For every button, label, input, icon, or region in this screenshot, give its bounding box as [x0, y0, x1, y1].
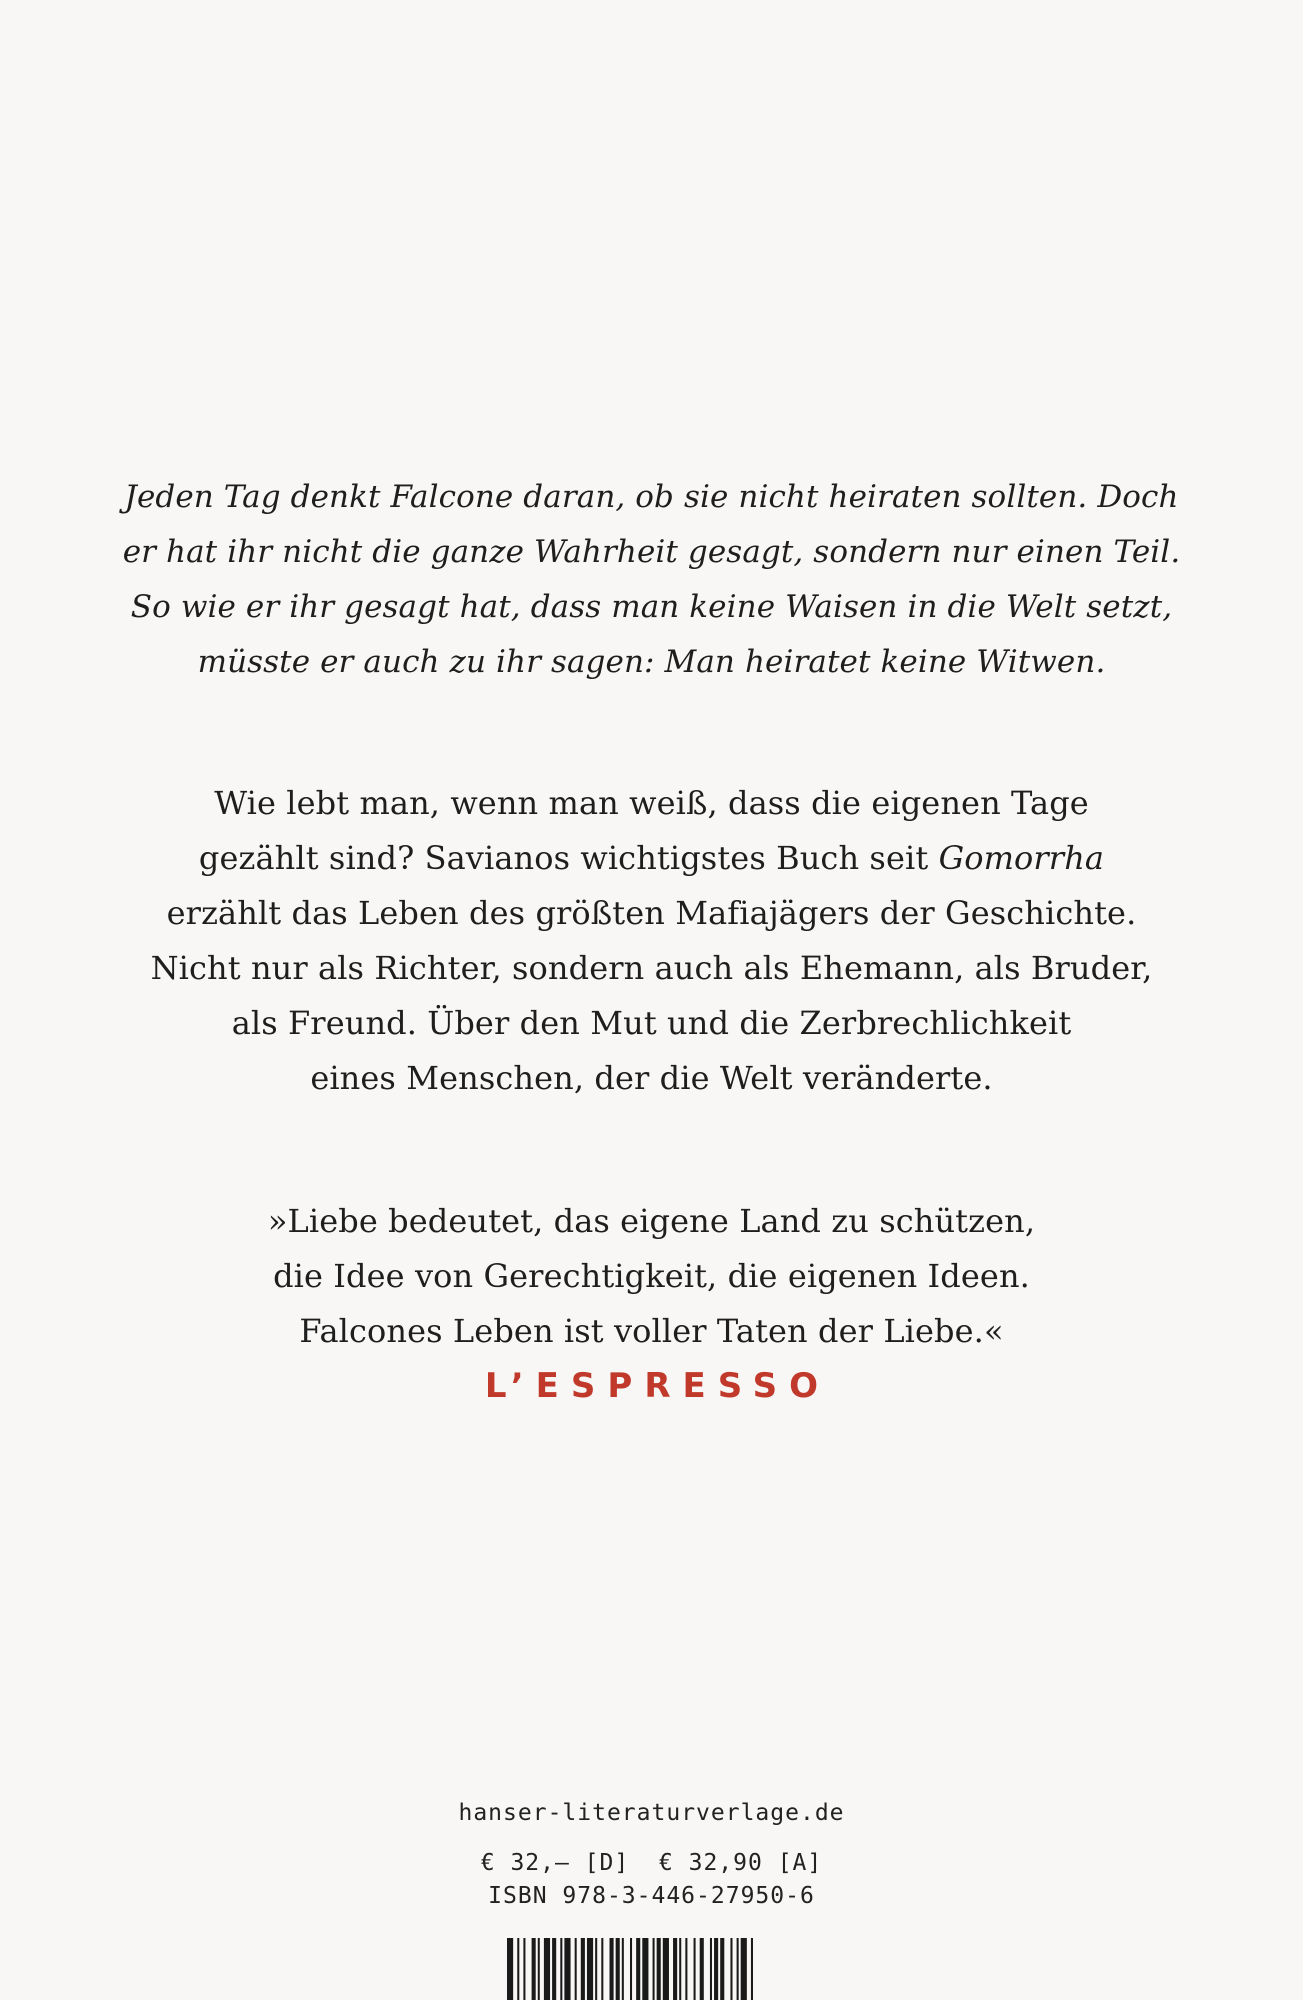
- barcode-bar: [507, 1938, 513, 2000]
- excerpt-line: Jeden Tag denkt Falcone daran, ob sie nicht heiraten sollten. Doch: [124, 479, 1179, 515]
- barcode-bar: [694, 1938, 696, 2000]
- barcode-bar: [653, 1938, 655, 2000]
- barcode-bar: [552, 1938, 556, 2000]
- barcode-bar: [642, 1938, 648, 2000]
- quote-line: »Liebe bedeutet, das eigene Land zu schützen,: [267, 1202, 1036, 1240]
- barcode-bar: [685, 1938, 687, 2000]
- barcode-bar: [710, 1938, 712, 2000]
- barcode-bar: [544, 1938, 550, 2000]
- barcode-bar: [523, 1938, 525, 2000]
- quote-line: die Idee von Gerechtigkeit, die eigenen Ideen.: [273, 1257, 1030, 1295]
- barcode-bar: [622, 1938, 624, 2000]
- referenced-book-title: Gomorrha: [938, 839, 1105, 877]
- quote-line: Falcones Leben ist voller Taten der Liebe.«: [299, 1312, 1004, 1350]
- barcode-bar: [714, 1938, 718, 2000]
- excerpt-line: So wie er ihr gesagt hat, dass man keine Waisen in die Welt setzt,: [130, 589, 1173, 625]
- quote-attribution: L’ESPRESSO: [484, 1366, 831, 1406]
- barcode-bar: [741, 1938, 747, 2000]
- barcode-bar: [657, 1938, 661, 2000]
- barcode-bar: [581, 1938, 585, 2000]
- barcode-bar: [679, 1938, 681, 2000]
- publisher-website: hanser-literaturverlage.de: [458, 1800, 845, 1826]
- barcode-bar: [560, 1938, 562, 2000]
- barcode-bar: [538, 1938, 540, 2000]
- barcode-bar: [630, 1938, 632, 2000]
- barcode-bar: [517, 1938, 519, 2000]
- barcode-bar: [700, 1938, 704, 2000]
- barcode-bar: [595, 1938, 597, 2000]
- press-quote: [0, 1194, 1303, 1359]
- barcode-bar: [737, 1938, 739, 2000]
- blurb-line: Nicht nur als Richter, sondern auch als Ehemann, als Bruder,: [150, 949, 1153, 987]
- excerpt-line: müsste er auch zu ihr sagen: Man heiratet keine Witwen.: [197, 644, 1106, 680]
- book-blurb: [0, 776, 1303, 1106]
- barcode-bar: [575, 1938, 577, 2000]
- barcode-bar: [636, 1938, 640, 2000]
- barcode-bar: [564, 1938, 570, 2000]
- excerpt-quote: [0, 470, 1303, 690]
- barcode-bar: [673, 1938, 677, 2000]
- barcode-bar: [587, 1938, 593, 2000]
- barcode-bar: [616, 1938, 620, 2000]
- blurb-text: gezählt sind? Savianos wichtigstes Buch seit: [198, 839, 939, 877]
- blurb-line: Wie lebt man, wenn man weiß, dass die eigenen Tage: [214, 784, 1089, 822]
- barcode-bar: [663, 1938, 669, 2000]
- barcode-bar: [532, 1938, 536, 2000]
- barcode-bar: [720, 1938, 724, 2000]
- barcode-bar: [730, 1938, 732, 2000]
- barcode-bar: [610, 1938, 614, 2000]
- excerpt-line: er hat ihr nicht die ganze Wahrheit gesagt, sondern nur einen Teil.: [122, 534, 1181, 570]
- blurb-line: [0, 831, 1303, 886]
- isbn-number: ISBN 978-3-446-27950-6: [488, 1883, 815, 1909]
- barcode-bar: [601, 1938, 603, 2000]
- barcode-graphic: [507, 1938, 797, 2000]
- blurb-line: eines Menschen, der die Welt veränderte.: [310, 1059, 993, 1097]
- blurb-line: als Freund. Über den Mut und die Zerbrechlichkeit: [231, 1004, 1072, 1042]
- blurb-line: erzählt das Leben des größten Mafiajägers der Geschichte.: [166, 894, 1137, 932]
- price-info: € 32,– [D] € 32,90 [A]: [480, 1850, 823, 1876]
- barcode-bar: [751, 1938, 753, 2000]
